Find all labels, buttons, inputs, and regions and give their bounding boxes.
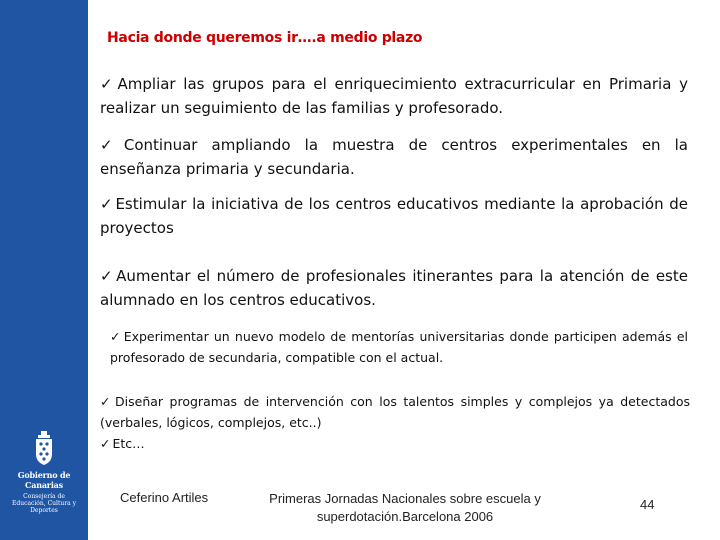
bullet-item <box>100 72 688 120</box>
sidebar-band <box>0 0 88 540</box>
bullet-item <box>100 192 688 240</box>
sub-bullet-text: Etc… <box>112 436 145 451</box>
sub-bullet-item <box>110 326 688 368</box>
sub-bullet-item <box>100 391 690 433</box>
footer-event: Primeras Jornadas Nacionales sobre escuela y superdotación.Barcelona 2006 <box>269 491 541 524</box>
check-icon: ✓ <box>100 436 111 451</box>
check-icon: ✓ <box>110 329 122 344</box>
bullet-item <box>100 264 688 312</box>
sub-bullet-text: Experimentar un nuevo modelo de mentorías universitarias donde participen además el profesorado de secundaria, compatible con el actual. <box>110 329 688 365</box>
logo-name: Gobierno de Canarias <box>17 470 71 490</box>
gobierno-canarias-logo <box>0 430 88 514</box>
coat-of-arms-icon <box>33 430 55 466</box>
bullet-text: Estimular la iniciativa de los centros educativos mediante la aprobación de proyectos <box>100 195 688 237</box>
logo-subtitle: Consejería de Educación, Cultura y Deportes <box>12 493 76 514</box>
bullet-text: Aumentar el número de profesionales itinerantes para la atención de este alumnado en los centros educativos. <box>100 267 688 309</box>
bullet-text: Ampliar las grupos para el enriquecimiento extracurricular en Primaria y realizar un seguimiento de las familias y profesorado. <box>100 75 688 117</box>
check-icon: ✓ <box>100 267 115 285</box>
bullet-text: Continuar ampliando la muestra de centros experimentales en la enseñanza primaria y secundaria. <box>100 136 689 178</box>
page-number: 44 <box>640 497 655 512</box>
check-icon: ✓ <box>100 75 116 93</box>
check-icon: ✓ <box>100 136 122 154</box>
check-icon: ✓ <box>100 394 114 409</box>
bullet-item <box>100 133 688 181</box>
footer-author: Ceferino Artiles <box>120 490 209 505</box>
sub-bullet-text: Diseñar programas de intervención con los talentos simples y complejos ya detectados (verbales, lógicos, complejos, etc..) <box>100 394 690 430</box>
check-icon: ✓ <box>100 195 114 213</box>
sub-bullet-item <box>100 433 688 454</box>
slide-title: Hacia donde queremos ir….a medio plazo <box>107 30 423 46</box>
